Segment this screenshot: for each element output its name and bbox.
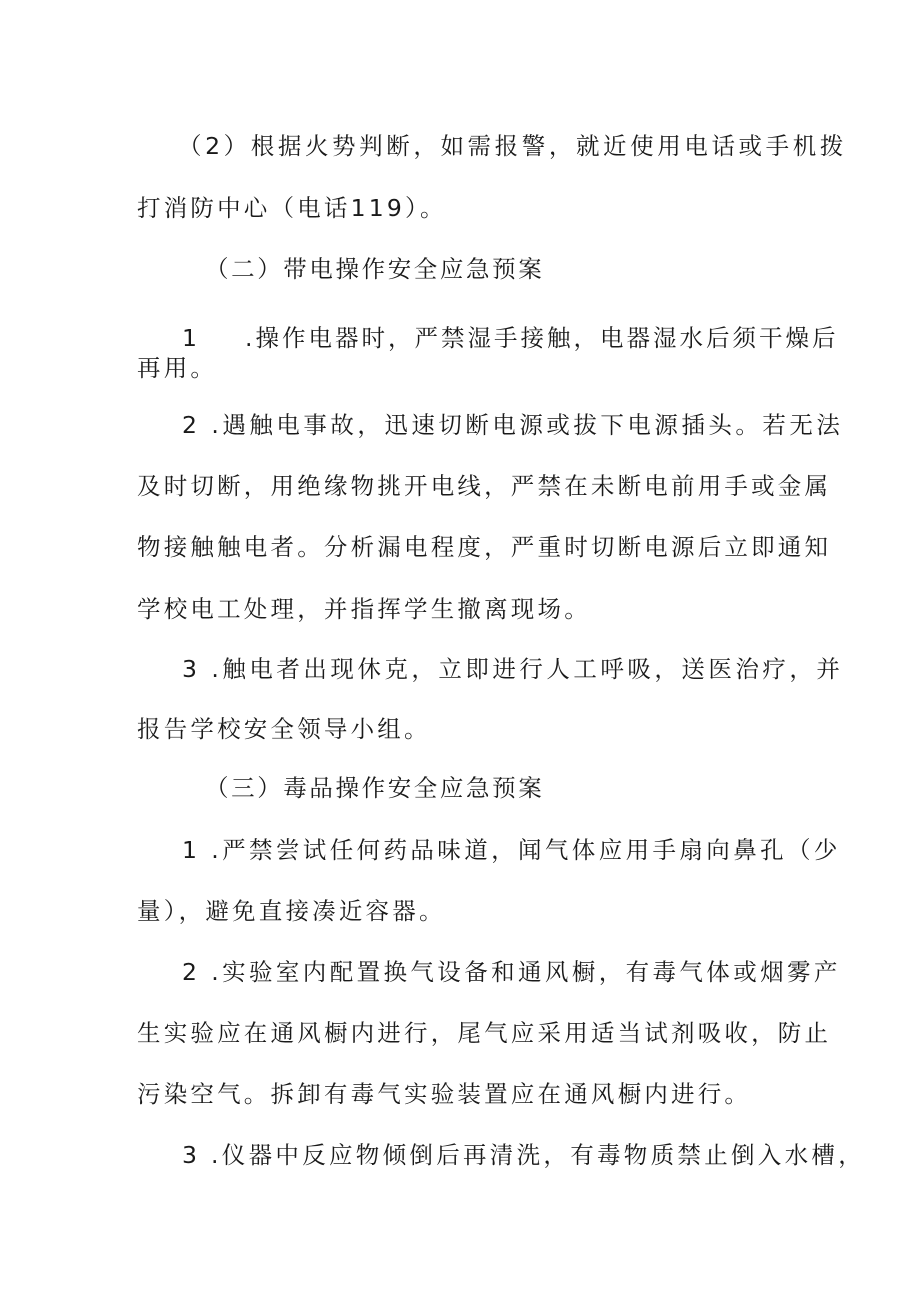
paragraph-line: 打消防中心（电话119）。 [137,194,447,222]
paragraph-line: 生实验应在通风橱内进行，尾气应采用适当试剂吸收，防止 [137,1019,832,1047]
section-heading: （二）带电操作安全应急预案 [205,255,545,283]
paragraph-line: 再用。 [137,354,218,382]
paragraph-line: 1 .严禁尝试任何药品味道，闻气体应用手扇向鼻孔（少 [182,836,841,864]
paragraph-line: 2 .遇触电事故，迅速切断电源或拔下电源插头。若无法 [182,411,844,439]
paragraph-line: 2 .实验室内配置换气设备和通风橱，有毒气体或烟雾产 [182,958,841,986]
paragraph-line: 污染空气。拆卸有毒气实验装置应在通风橱内进行。 [137,1080,752,1108]
paragraph-line: 量），避免直接凑近容器。 [137,897,446,925]
paragraph-line: 报告学校安全领导小组。 [137,715,431,743]
paragraph-line: （2）根据火势判断，如需报警，就近使用电话或手机拨 [178,132,847,160]
paragraph-line: 3 .触电者出现休克，立即进行人工呼吸，送医治疗，并 [182,655,844,683]
paragraph-line: .操作电器时，严禁湿手接触，电器湿水后须干燥后 [245,324,839,352]
paragraph-line: 3 .仪器中反应物倾倒后再清洗，有毒物质禁止倒入水槽， [182,1141,865,1169]
paragraph-line: 物接触触电者。分析漏电程度，严重时切断电源后立即通知 [137,533,832,561]
paragraph-line: 及时切断，用绝缘物挑开电线，严禁在未断电前用手或金属 [137,472,832,500]
section-heading: （三）毒品操作安全应急预案 [205,774,545,802]
paragraph-line: 学校电工处理，并指挥学生撤离现场。 [137,595,591,623]
list-item-number: 1 [182,324,201,352]
